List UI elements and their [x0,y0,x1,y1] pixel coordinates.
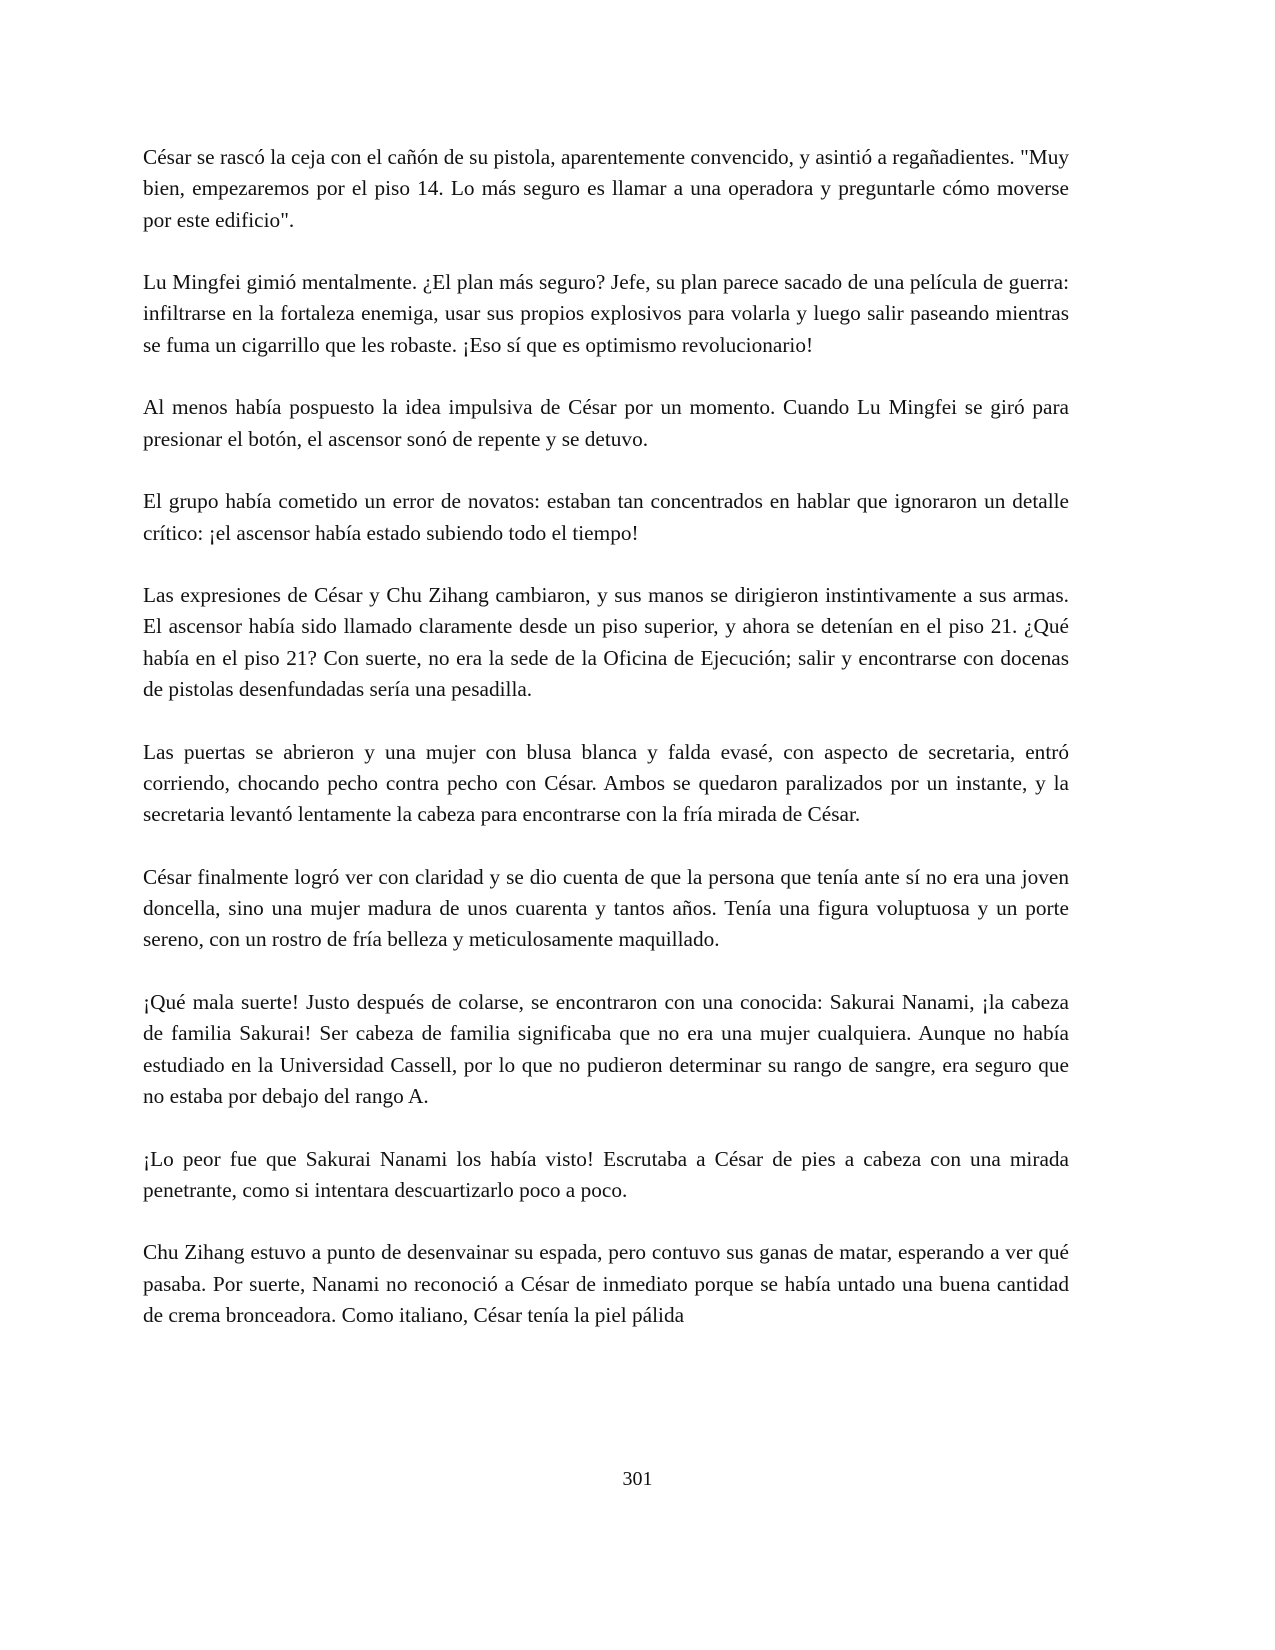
paragraph: Las puertas se abrieron y una mujer con blusa blanca y falda evasé, con aspecto de secretaria, entró corriendo, chocando pecho contra pecho con César. Ambos se quedaron paralizados por un instante, y la secretaria levantó lentamente la cabeza para encontrarse con la fría mirada de César. [143,739,1069,827]
paragraph: César finalmente logró ver con claridad y se dio cuenta de que la persona que tenía ante sí no era una joven doncella, sino una mujer madura de unos cuarenta y tantos años. Tenía una figura voluptuosa y un porte sereno, con un rostro de fría belleza y meticulosamente maquillado. [143,864,1069,952]
paragraph: El grupo había cometido un error de novatos: estaban tan concentrados en hablar que ignoraron un detalle crítico: ¡el ascensor había estado subiendo todo el tiempo! [143,489,1069,545]
page-body [143,142,1069,1363]
page-number: 301 [622,1468,653,1490]
paragraph: ¡Lo peor fue que Sakurai Nanami los había visto! Escrutaba a César de pies a cabeza con una mirada penetrante, como si intentara descuartizarlo poco a poco. [143,1146,1069,1202]
paragraph: Chu Zihang estuvo a punto de desenvainar su espada, pero contuvo sus ganas de matar, esperando a ver qué pasaba. Por suerte, Nanami no reconoció a César de inmediato porque se había untado una buena cantidad de crema bronceadora. Como italiano, César tenía la piel pálida [143,1240,1069,1327]
paragraph: ¡Qué mala suerte! Justo después de colarse, se encontraron con una conocida: Sakurai Nanami, ¡la cabeza de familia Sakurai! Ser cabeza de familia significaba que no era una mujer cualquiera. Aunque no había estudiado en la Universidad Cassell, por lo que no pudieron determinar su rango de sangre, era seguro que no estaba por debajo del rango A. [143,990,1069,1108]
paragraph: Al menos había pospuesto la idea impulsiva de César por un momento. Cuando Lu Mingfei se giró para presionar el botón, el ascensor sonó de repente y se detuvo. [143,395,1069,451]
paragraph: Lu Mingfei gimió mentalmente. ¿El plan más seguro? Jefe, su plan parece sacado de una película de guerra: infiltrarse en la fortaleza enemiga, usar sus propios explosivos para volarla y luego salir paseando mientras se fuma un cigarrillo que les robaste. ¡Eso sí que es optimismo revolucionario! [143,270,1069,357]
paragraph: César se rascó la ceja con el cañón de su pistola, aparentemente convencido, y asintió a regañadientes. "Muy bien, empezaremos por el piso 14. Lo más seguro es llamar a una operadora y preguntarle cómo moverse por este edificio". [143,145,1069,232]
paragraph: Las expresiones de César y Chu Zihang cambiaron, y sus manos se dirigieron instintivamente a sus armas. El ascensor había sido llamado claramente desde un piso superior, y ahora se detenían en el piso 21. ¿Qué había en el piso 21? Con suerte, no era la sede de la Oficina de Ejecución; salir y encontrarse con docenas de pistolas desenfundadas sería una pesadilla. [143,583,1069,702]
